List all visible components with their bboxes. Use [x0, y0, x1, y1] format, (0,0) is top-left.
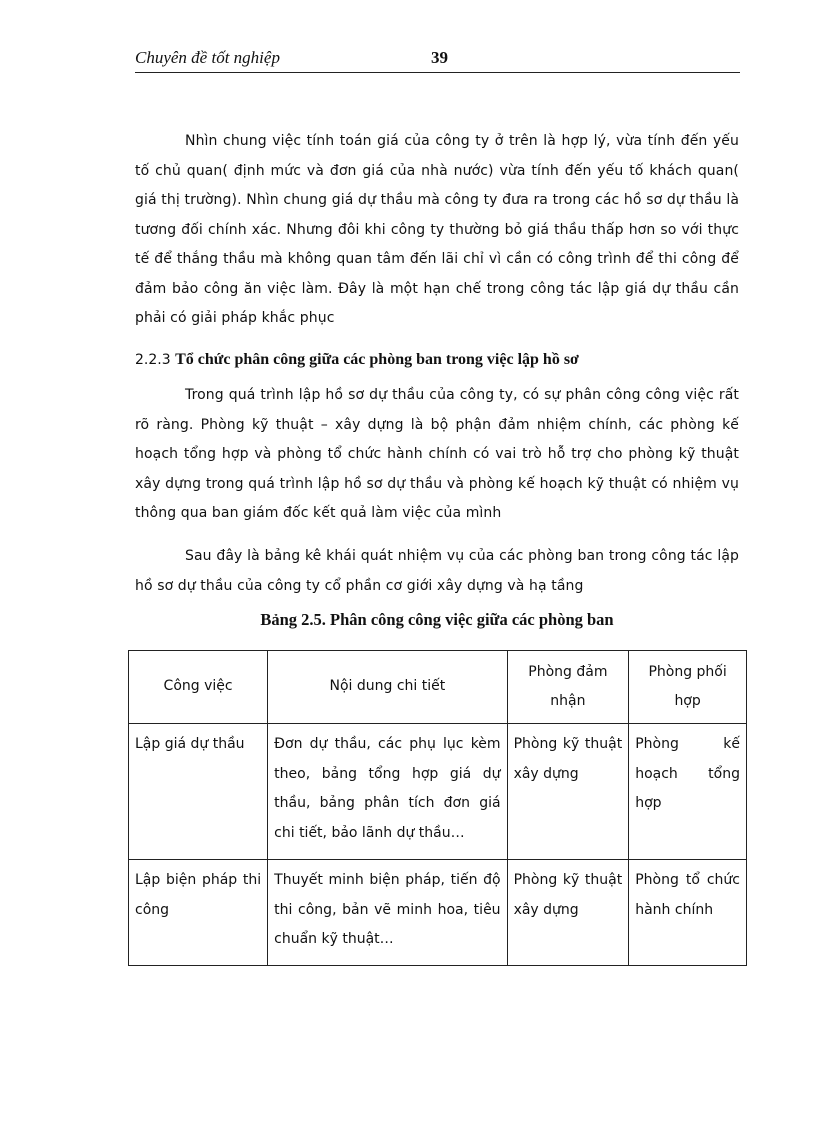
- table-cell: Phòng kỹ thuật xây dựng: [507, 724, 629, 860]
- assignment-table: [128, 650, 747, 966]
- page-number: 39: [431, 48, 448, 67]
- section-number: 2.2.3: [135, 352, 171, 368]
- table-row: [129, 724, 747, 860]
- table-cell: Lập biện pháp thi công: [129, 860, 268, 966]
- table-caption: Bảng 2.5. Phân công công việc giữa các phòng ban: [260, 610, 614, 629]
- table-cell: Phòng tổ chức hành chính: [629, 860, 747, 966]
- table-cell: Đơn dự thầu, các phụ lục kèm theo, bảng tổng hợp giá dự thầu, bảng phân tích đơn giá chi tiết, bảo lãnh dự thầu…: [268, 724, 507, 860]
- page-header: [135, 48, 740, 73]
- table-row: [129, 860, 747, 966]
- header-cell-support-dept: Phòng phối hợp: [629, 651, 747, 724]
- table-cell: Phòng kế hoạch tổng hợp: [629, 724, 747, 860]
- header-cell-lead-dept: Phòng đảm nhận: [507, 651, 629, 724]
- table-cell: Phòng kỹ thuật xây dựng: [507, 860, 629, 966]
- header-cell-details: Nội dung chi tiết: [268, 651, 507, 724]
- table-cell: Thuyết minh biện pháp, tiến độ thi công, bản vẽ minh hoa, tiêu chuẩn kỹ thuật…: [268, 860, 507, 966]
- section-title: Tổ chức phân công giữa các phòng ban trong việc lập hồ sơ: [175, 351, 579, 368]
- paragraph-2: Trong quá trình lập hồ sơ dự thầu của công ty, có sự phân công công việc rất rõ ràng. Phòng kỹ thuật – xây dựng là bộ phận đảm nhiệm chính, các phòng kế hoạch tổng hợp và phòng tổ chức hành chính có vai trò hỗ trợ cho phòng kỹ thuật xây dựng trong quá trình lập hồ sơ dự thầu và phòng kế hoạch kỹ thuật có nhiệm vụ thông qua ban giám đốc kết quả làm việc của mình: [135, 387, 739, 521]
- table-header-row: [129, 651, 747, 724]
- paragraph-1: Nhìn chung việc tính toán giá của công ty ở trên là hợp lý, vừa tính đến yếu tố chủ quan( định mức và đơn giá của nhà nước) vừa tính đến yếu tố khách quan( giá thị trường). Nhìn chung giá dự thầu mà công ty đưa ra trong các hồ sơ dự thầu là tương đối chính xác. Nhưng đôi khi công ty thường bỏ giá thầu thấp hơn so với thực tế để thắng thầu mà không quan tâm đến lãi chỉ vì cần có công trình để thi công để đảm bảo công ăn việc làm. Đây là một hạn chế trong công tác lập giá dự thầu cần phải có giải pháp khắc phục: [135, 133, 739, 326]
- table-cell: Lập giá dự thầu: [129, 724, 268, 860]
- section-heading: [135, 345, 739, 375]
- header-title: Chuyên đề tốt nghiệp: [135, 48, 280, 67]
- header-cell-task: Công việc: [129, 651, 268, 724]
- paragraph-3: Sau đây là bảng kê khái quát nhiệm vụ của các phòng ban trong công tác lập hồ sơ dự thầu của công ty cổ phần cơ giới xây dựng và hạ tầng: [135, 548, 739, 594]
